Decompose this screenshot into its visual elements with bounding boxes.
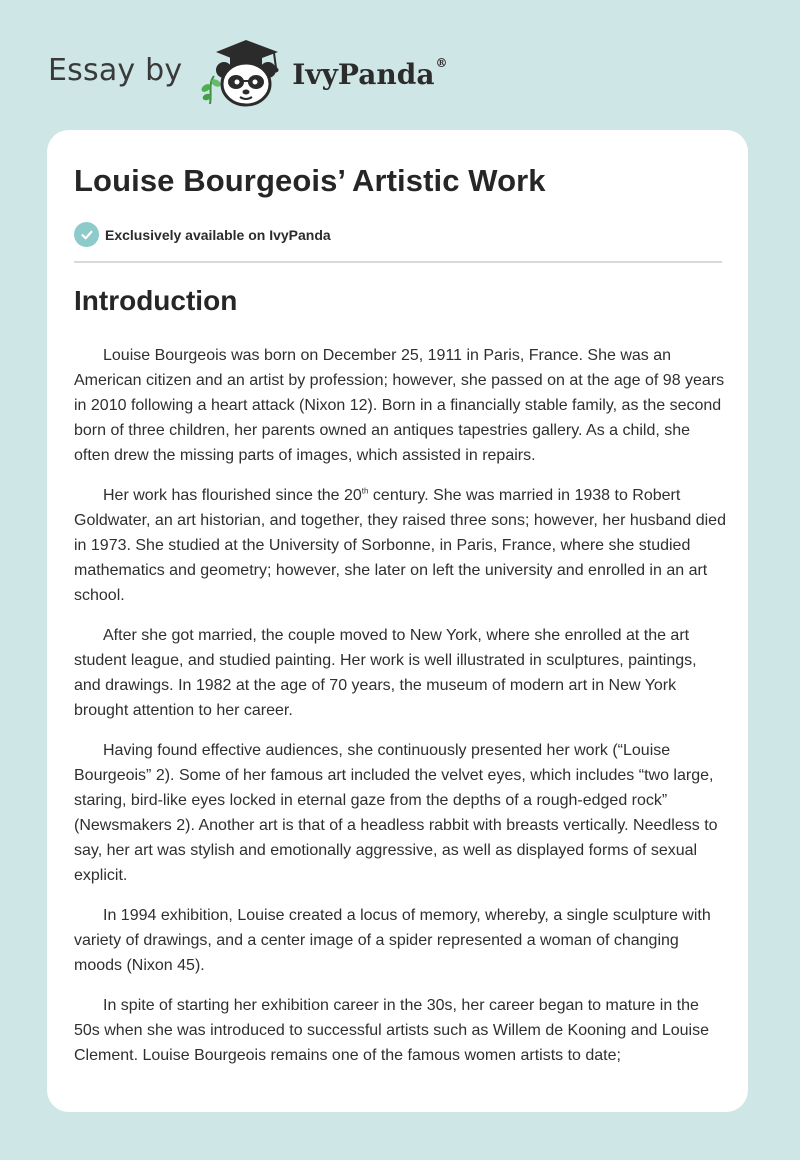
essay-card xyxy=(47,130,748,1112)
site-header xyxy=(48,34,447,108)
paragraph-4: Having found effective audiences, she continuously presented her work (“Louise Bourgeois” 2). Some of her famous art included the velvet eyes, which includes “two large, staring, bird-like eyes locked in eternal gaze from the depths of a rough-edged rock” (Newsmakers 2). Another art is that of a headless rabbit with breasts vertically. Needless to say, her art was stylish and emotionally aggressive, as well as displayed forms of sexual explicit. xyxy=(74,742,718,884)
exclusive-badge xyxy=(74,222,331,247)
exclusive-badge-label: Exclusively available on IvyPanda xyxy=(105,226,331,243)
paragraph-1: Louise Bourgeois was born on December 25, 1911 in Paris, France. She was an American citizen and an artist by profession; however, she passed on at the age of 98 years in 2010 following a heart attack (Nixon 12). Born in a financially stable family, as the second born of three children, her parents owned an antiques tapestries gallery. As a child, she often drew the missing parts of images, which assisted in repairs. xyxy=(74,347,725,464)
paragraph-5: In 1994 exhibition, Louise created a locus of memory, whereby, a single sculpture with variety of drawings, and a center image of a spider represented a woman of changing moods (Nixon 45). xyxy=(74,907,711,974)
section-heading-introduction: Introduction xyxy=(74,285,238,316)
paragraph-3: After she got married, the couple moved to New York, where she enrolled at the art student league, and studied painting. Her work is well illustrated in sculptures, paintings, and drawings. In 1982 at the age of 70 years, the museum of modern art in New York brought attention to her career. xyxy=(74,627,697,719)
check-icon xyxy=(74,222,99,247)
essay-body xyxy=(74,343,726,1083)
page-title: Louise Bourgeois’ Artistic Work xyxy=(74,163,546,198)
divider xyxy=(74,261,722,263)
paragraph-2: Her work has flourished since the 20th century. She was married in 1938 to Robert Goldwater, an art historian, and together, they raised three sons; however, her husband died in 1973. She studied at the University of Sorbonne, in Paris, France, where she studied mathematics and geometry; however, she later on left the university and enrolled in an art school. xyxy=(74,486,726,604)
brand-name[interactable]: IvyPanda® xyxy=(292,56,448,91)
panda-graduation-cap-icon[interactable] xyxy=(196,34,288,108)
paragraph-6: In spite of starting her exhibition career in the 30s, her career began to mature in the 50s when she was introduced to successful artists such as Willem de Kooning and Louise Clement. Louise Bourgeois remains one of the famous women artists to date; xyxy=(74,997,710,1064)
registered-mark: ® xyxy=(435,56,448,71)
essay-by-label: Essay by xyxy=(48,52,183,88)
